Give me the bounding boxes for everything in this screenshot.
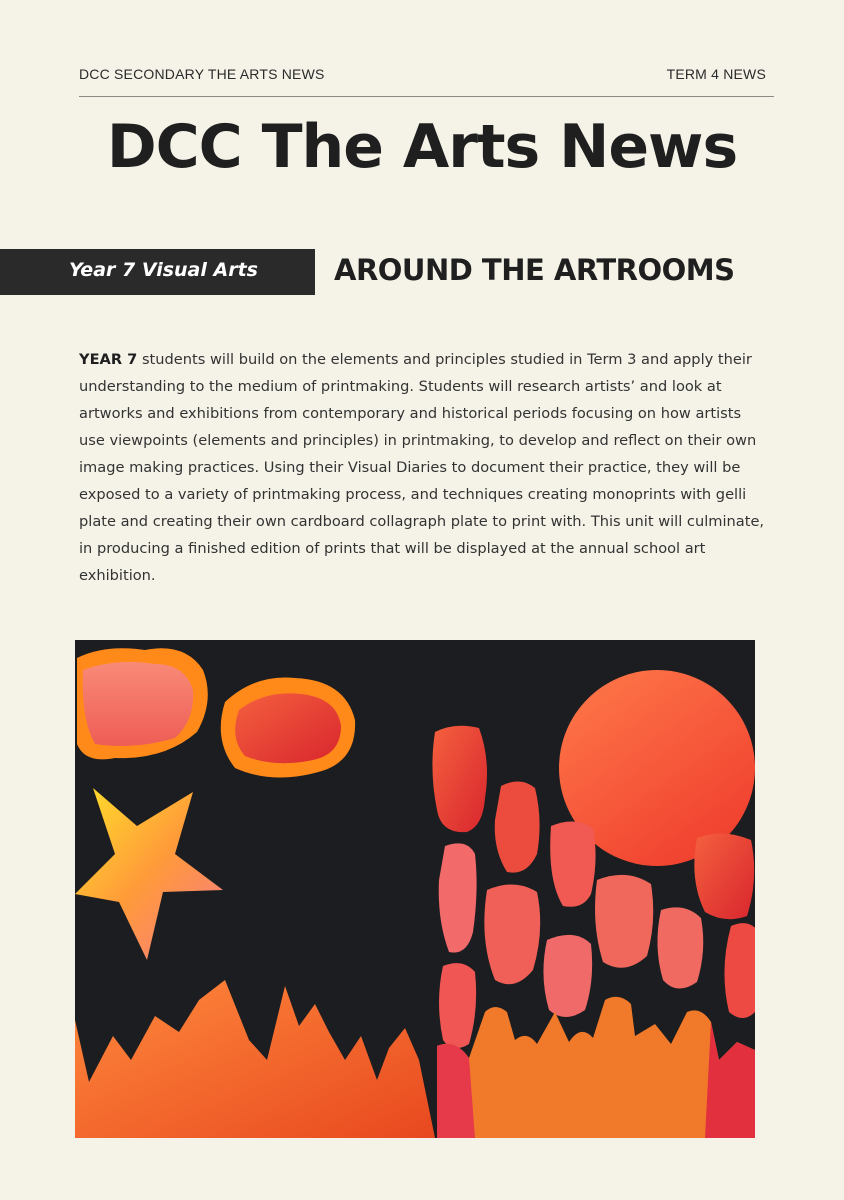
pebble-shape <box>495 781 540 872</box>
pebble-shape <box>543 935 592 1017</box>
pebble-shape <box>724 923 755 1018</box>
pebble-shape <box>439 963 476 1048</box>
cloud-shape <box>235 693 341 763</box>
pebble-shape <box>657 907 703 988</box>
publication-name: DCC SECONDARY THE ARTS NEWS <box>79 66 325 82</box>
pebble-shape <box>694 833 754 919</box>
section-tag <box>0 249 315 295</box>
pebble-shape <box>432 726 487 832</box>
article-text: students will build on the elements and principles studied in Term 3 and apply their understanding to the medium of printmaking. Students will research artists’ and look at artworks and exhibitions from contemporary and historical periods focusing on how artists use viewpoints (elements and principles) in printmaking, to develop and reflect on their own image making practices. Using their Visual Diaries to document their practice, they will be exposed to a variety of printmaking process, and techniques creating monoprints with gelli plate and creating their own cardboard collagraph plate to print with. This unit will culminate, in producing a finished edition of prints that will be displayed at the annual school art exhibition. <box>79 351 765 584</box>
term-label: TERM 4 NEWS <box>666 66 766 82</box>
pebble-shape <box>439 843 477 952</box>
cloud-shape <box>83 662 193 746</box>
article-body <box>79 346 769 589</box>
top-header <box>79 60 774 97</box>
article-lead: YEAR 7 <box>79 351 138 368</box>
student-artwork-image <box>75 640 755 1138</box>
page-title: DCC The Arts News <box>106 112 738 182</box>
section-title: AROUND THE ARTROOMS <box>334 253 735 287</box>
section-tag-label: Year 7 Visual Arts <box>69 259 258 281</box>
pebble-shape <box>595 875 653 968</box>
pebble-shape <box>484 884 540 984</box>
